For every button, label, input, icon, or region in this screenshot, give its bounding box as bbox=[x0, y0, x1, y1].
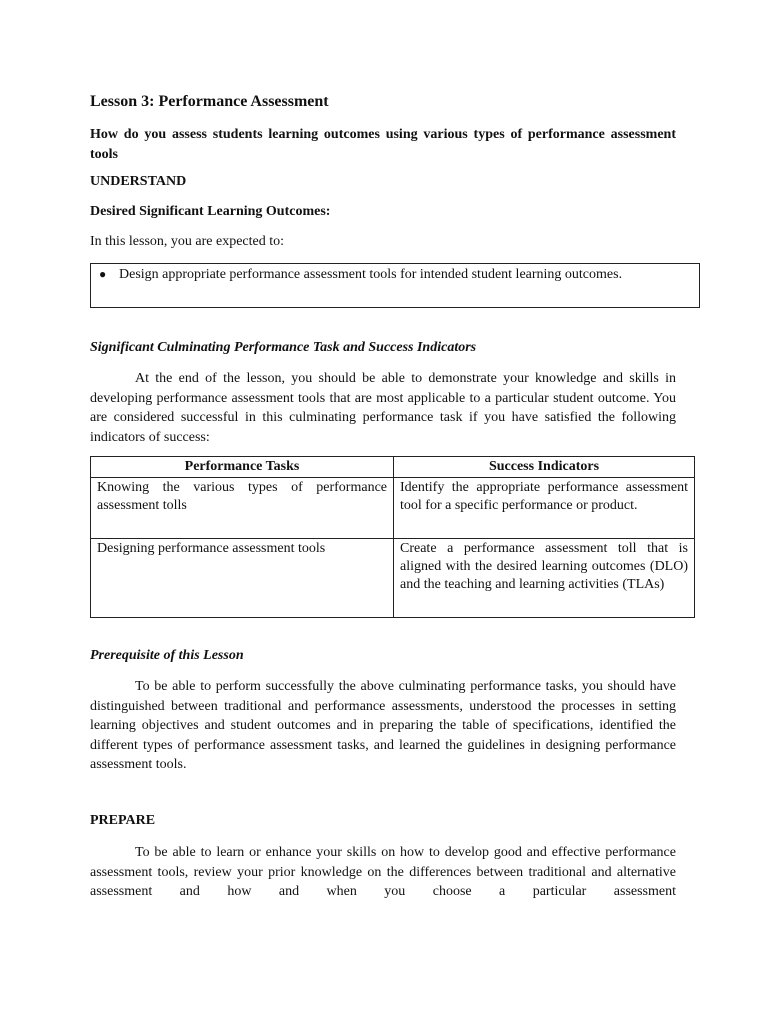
outcomes-box bbox=[90, 263, 700, 308]
prepare-heading: PREPARE bbox=[90, 813, 156, 828]
bullet-icon: ● bbox=[99, 267, 107, 281]
success-indicators-table bbox=[90, 456, 695, 618]
table-header-row bbox=[91, 457, 695, 478]
table-cell: Create a performance assessment toll that is aligned with the desired learning outcomes (DLO) and the teaching and learning activities (TLAs) bbox=[394, 539, 695, 618]
understand-heading: UNDERSTAND bbox=[90, 174, 187, 189]
outcome-text: Design appropriate performance assessment tools for intended student learning outcomes. bbox=[119, 267, 623, 282]
table-cell: Identify the appropriate performance assessment tool for a specific performance or product. bbox=[394, 478, 695, 539]
guide-question: How do you assess students learning outcomes using various types of performance assessment tools bbox=[90, 127, 676, 162]
prerequisite-heading: Prerequisite of this Lesson bbox=[90, 648, 244, 663]
table-row bbox=[91, 478, 695, 539]
table-cell: Designing performance assessment tools bbox=[91, 539, 394, 618]
intro-text: In this lesson, you are expected to: bbox=[90, 234, 285, 249]
prepare-paragraph: To be able to learn or enhance your skills on how to develop good and effective performance assessment tools, review your prior knowledge on the differences between traditional and alternative assessment and how and when you choose a particular assessment bbox=[90, 845, 676, 899]
outcome-list-item bbox=[99, 267, 623, 283]
outcomes-heading: Desired Significant Learning Outcomes: bbox=[90, 204, 331, 219]
table-header-cell: Success Indicators bbox=[394, 457, 695, 478]
culminating-paragraph: At the end of the lesson, you should be able to demonstrate your knowledge and skills in developing performance assessment tools that are most applicable to a particular student outcome. You are considered successful in this culminating performance task if you have satisfied the following indicators of success: bbox=[90, 371, 676, 445]
table-header-cell: Performance Tasks bbox=[91, 457, 394, 478]
culminating-heading: Significant Culminating Performance Task and Success Indicators bbox=[90, 340, 477, 355]
table-cell: Knowing the various types of performance assessment tolls bbox=[91, 478, 394, 539]
lesson-title: Lesson 3: Performance Assessment bbox=[90, 93, 329, 110]
prerequisite-paragraph: To be able to perform successfully the above culminating performance tasks, you should have distinguished between traditional and performance assessments, understood the processes in setting learning objectives and student outcomes and in preparing the table of specifications, identified the different types of performance assessment tasks, and learned the guidelines in designing performance assessment tools. bbox=[90, 679, 676, 772]
table-row bbox=[91, 539, 695, 618]
